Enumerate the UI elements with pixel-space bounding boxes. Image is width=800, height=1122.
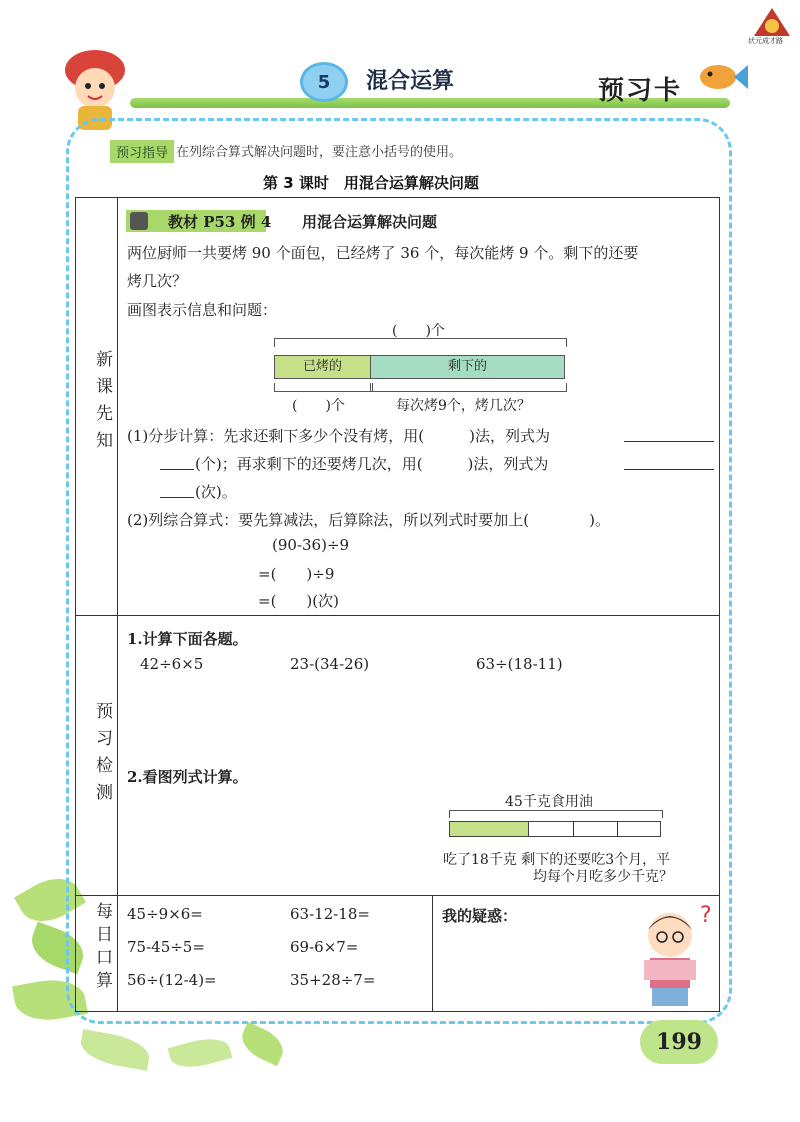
- table-divider: [75, 615, 720, 616]
- draw-prompt: 画图表示信息和问题：: [127, 301, 278, 319]
- problem-line-2: 烤几次？: [127, 272, 188, 290]
- answer-blank[interactable]: [624, 469, 714, 470]
- step1-line-c: (次)。: [195, 483, 237, 501]
- preview-card-label: 预习卡: [598, 76, 683, 106]
- daily-item: 63-12-18=: [290, 905, 370, 923]
- oil-bar-divider: [617, 821, 618, 837]
- unit-number: 5: [300, 62, 348, 102]
- oil-top-brace: [449, 810, 663, 818]
- section-label-daily-calc: 每日口算: [92, 902, 112, 994]
- bar-baked: 已烤的: [274, 355, 371, 379]
- oil-total-label: 45千克食用油: [505, 794, 593, 810]
- bar-remaining: 剩下的: [370, 355, 565, 379]
- calc-line-1: (90-36)÷9: [272, 536, 350, 554]
- section-label-preview-check: 预习检测: [92, 702, 112, 810]
- leaf-decoration: [236, 1022, 289, 1066]
- svg-text:?: ?: [700, 903, 712, 928]
- pencil-icon: [130, 212, 148, 230]
- unit-title: 混合运算: [366, 69, 455, 94]
- calc-line-2: =( )÷9: [258, 565, 335, 583]
- q1-item: 42÷6×5: [140, 655, 204, 673]
- bottom-label-right: 每次烤9个，烤几次？: [396, 398, 531, 414]
- leaf-decoration: [78, 1029, 152, 1071]
- oil-bar-divider: [573, 821, 574, 837]
- step1-line-b: (个)；再求剩下的还要烤几次，用( )法，列式为: [195, 455, 549, 473]
- daily-item: 75-45÷5=: [127, 938, 205, 956]
- answer-blank[interactable]: [160, 469, 194, 470]
- oil-caption-1: 吃了18千克 剩下的还要吃3个月，平: [443, 852, 671, 868]
- q1-item: 63÷(18-11): [476, 655, 563, 673]
- lesson-title: 第 3 课时 用混合运算解决问题: [263, 174, 479, 192]
- publisher-logo-text: 状元成才路: [748, 37, 783, 45]
- doubt-label: 我的疑惑：: [442, 907, 518, 925]
- bottom-brace: [370, 383, 567, 392]
- section-label-new-lesson: 新课先知: [92, 350, 112, 458]
- example-tag: 教材 P53 例 4: [168, 213, 272, 231]
- problem-line-1: 两位厨师一共要烤 90 个面包，已经烤了 36 个，每次能烤 9 个。剩下的还要: [127, 244, 639, 262]
- page-number: 199: [640, 1020, 718, 1064]
- daily-item: 56÷(12-4)=: [127, 971, 217, 989]
- guide-tag: 预习指导: [110, 140, 174, 163]
- leaf-decoration: [168, 1033, 233, 1074]
- answer-blank[interactable]: [624, 441, 714, 442]
- daily-item: 35+28÷7=: [290, 971, 376, 989]
- top-label: ( )个: [392, 323, 445, 339]
- answer-blank[interactable]: [160, 497, 194, 498]
- q2-title: 2.看图列式计算。: [127, 768, 248, 786]
- q1-item: 23-(34-26): [290, 655, 370, 673]
- oil-caption-2: 均每个月吃多少千克？: [533, 869, 673, 885]
- guide-text: 在列综合算式解决问题时，要注意小括号的使用。: [176, 145, 463, 160]
- table-divider: [117, 197, 118, 1012]
- table-divider: [432, 895, 433, 1012]
- daily-item: 69-6×7=: [290, 938, 359, 956]
- calc-line-3: =( )(次): [258, 592, 339, 610]
- fish-icon: [690, 55, 750, 100]
- bottom-label-left: ( )个: [292, 398, 345, 414]
- oil-bar-eaten: [449, 821, 529, 837]
- daily-item: 45÷9×6=: [127, 905, 203, 923]
- step2-line: (2)列综合算式：要先算减法，后算除法，所以列式时要加上( )。: [127, 511, 610, 529]
- q1-title: 1.计算下面各题。: [127, 630, 248, 648]
- reading-boy-illustration: [630, 900, 720, 1010]
- step1-line-a: (1)分步计算：先求还剩下多少个没有烤，用( )法，列式为: [127, 427, 550, 445]
- example-topic: 用混合运算解决问题: [302, 213, 438, 231]
- bottom-brace: [274, 383, 373, 392]
- table-divider: [75, 895, 720, 896]
